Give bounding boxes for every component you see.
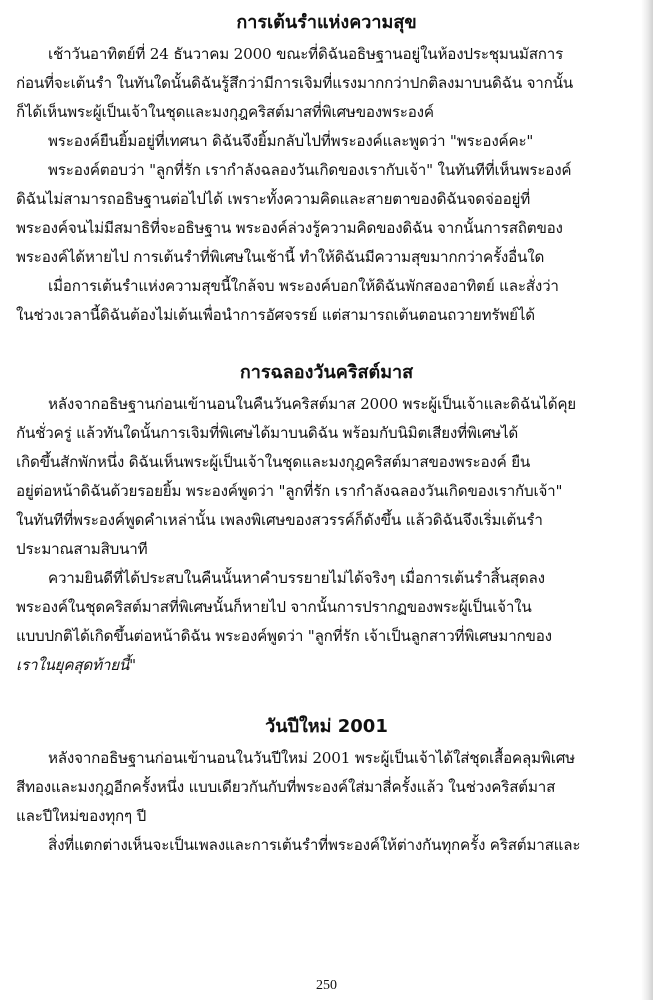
text-line: ประมาณสามสิบนาที <box>16 540 148 558</box>
text-line: เราในยุคสุดท้ายนี้" <box>16 656 136 674</box>
paragraph <box>16 390 637 564</box>
text-line: สิ่งที่แตกต่างเห็นจะเป็นเพลงและการเต้นรำที่พระองค์ให้ต่างกันทุกครั้ง คริสต์มาสและ <box>48 836 581 854</box>
text-line: สีทองและมงกุฎอีกครั้งหนึ่ง แบบเดียวกันกับที่พระองค์ใส่มาสี่ครั้งแล้ว ในช่วงคริสต์มาส <box>16 778 556 796</box>
text-line: ก็ได้เห็นพระผู้เป็นเจ้าในชุดและมงกุฎคริสต์มาสที่พิเศษของพระองค์ <box>16 103 434 121</box>
paragraph <box>16 831 637 860</box>
paragraph <box>16 744 637 831</box>
section-christmas-celebration <box>16 356 637 680</box>
text-line: เกิดขึ้นสักพักหนึ่ง ดิฉันเห็นพระผู้เป็นเจ้าในชุดและมงกุฎคริสต์มาสของพระองค์ ยืน <box>16 453 531 471</box>
text-line: ในทันทีที่พระองค์พูดคำเหล่านั้น เพลงพิเศษของสวรรค์ก็ดังขึ้น แล้วดิฉันจึงเริ่มเต้นรำ <box>16 511 543 529</box>
text-line: หลังจากอธิษฐานก่อนเข้านอนในคืนวันคริสต์มาส 2000 พระผู้เป็นเจ้าและดิฉันได้คุย <box>48 395 577 413</box>
paragraph <box>16 156 637 272</box>
text-line: แบบปกติได้เกิดขึ้นต่อหน้าดิฉัน พระองค์พูดว่า "ลูกที่รัก เจ้าเป็นลูกสาวที่พิเศษมากของ <box>16 627 552 645</box>
section-spacer <box>16 680 637 710</box>
text-line: พระองค์ยืนยิ้มอยู่ที่เทศนา ดิฉันจึงยิ้มกลับไปที่พระองค์และพูดว่า "พระองค์คะ" <box>48 132 534 150</box>
section-title: การฉลองวันคริสต์มาส <box>239 362 414 383</box>
section-spacer <box>16 330 637 356</box>
paragraph <box>16 564 637 680</box>
text-line: หลังจากอธิษฐานก่อนเข้านอนในวันปีใหม่ 2001 พระผู้เป็นเจ้าได้ใส่ชุดเสื้อคลุมพิเศษ <box>48 749 575 767</box>
text-line: อยู่ต่อหน้าดิฉันด้วยรอยยิ้ม พระองค์พูดว่า "ลูกที่รัก เรากำลังฉลองวันเกิดของเรากับเจ้า" <box>16 482 563 500</box>
text-line: พระองค์ได้หายไป การเต้นรำที่พิเศษในเช้านี้ ทำให้ดิฉันมีความสุขมากกว่าครั้งอื่นใด <box>16 248 545 266</box>
text-line: เมื่อการเต้นรำแห่งความสุขนี้ใกล้จบ พระองค์บอกให้ดิฉันพักสองอาทิตย์ และสั่งว่า <box>48 277 559 295</box>
text-line: ดิฉันไม่สามารถอธิษฐานต่อไปได้ เพราะทั้งความคิดและสายตาของดิฉันจดจ่ออยู่ที่ <box>16 190 531 208</box>
section-new-year-2001 <box>16 710 637 860</box>
text-line: พระองค์ตอบว่า "ลูกที่รัก เรากำลังฉลองวันเกิดของเรากับเจ้า" ในทันทีที่เห็นพระองค์ <box>48 161 572 179</box>
page-number: 250 <box>316 978 337 993</box>
text-line: ในช่วงเวลานี้ดิฉันต้องไม่เต้นเพื่อนำการอัศจรรย์ แต่สามารถเต้นตอนถวายทรัพย์ได้ <box>16 306 535 324</box>
section-title: การเต้นรำแห่งความสุข <box>236 12 417 33</box>
text-line: พระองค์จนไม่มีสมาธิที่จะอธิษฐาน พระองค์ล่วงรู้ความคิดของดิฉัน จากนั้นการสถิตของ <box>16 219 563 237</box>
text-line: และปีใหม่ของทุกๆ ปี <box>16 807 147 825</box>
text-line: ความยินดีที่ได้ประสบในคืนนั้นหาคำบรรยายไม่ได้จริงๆ เมื่อการเต้นรำสิ้นสุดลง <box>48 569 545 587</box>
text-line: เช้าวันอาทิตย์ที่ 24 ธันวาคม 2000 ขณะที่ดิฉันอธิษฐานอยู่ในห้องประชุมนมัสการ <box>48 45 564 63</box>
paragraph <box>16 127 637 156</box>
text-line: กันชั่วครู่ แล้วทันใดนั้นการเจิมที่พิเศษได้มาบนดิฉัน พร้อมกับนิมิตเสียงที่พิเศษได้ <box>16 424 519 442</box>
text-line: ก่อนที่จะเต้นรำ ในทันใดนั้นดิฉันรู้สึกว่ามีการเจิมที่แรงมากกว่าปกติลงมาบนดิฉัน จากนั้น <box>16 74 573 92</box>
paragraph <box>16 272 637 330</box>
section-dance-of-joy <box>16 6 637 330</box>
paragraph <box>16 40 637 127</box>
text-line: พระองค์ในชุดคริสต์มาสที่พิเศษนั้นก็หายไป จากนั้นการปรากฏของพระผู้เป็นเจ้าใน <box>16 598 532 616</box>
scan-shadow-edge <box>641 0 653 1000</box>
section-title: วันปีใหม่ 2001 <box>265 716 388 737</box>
